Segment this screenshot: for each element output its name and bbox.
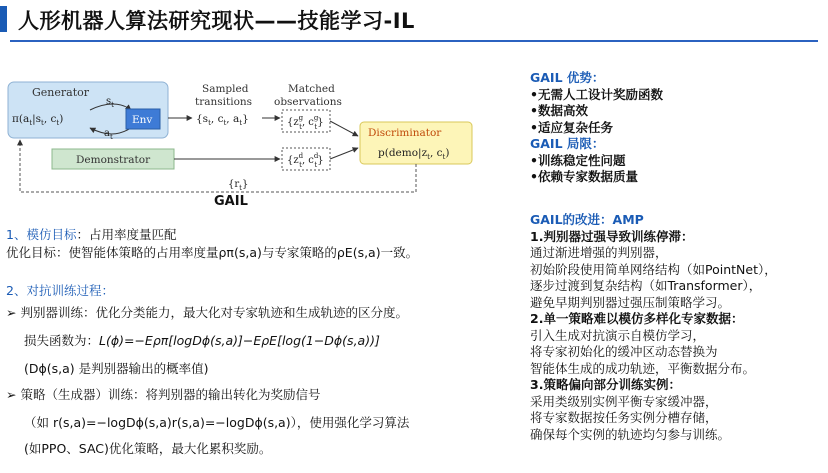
sampled-label-1: Sampled [202,83,249,95]
page-title: 人形机器人算法研究现状——技能学习-IL [18,9,415,33]
problem-2-line: 将专家初始化的缓冲区动态替换为 [530,344,718,359]
loss-line: 损失函数为：L(ϕ)=−Eρπ[logDϕ(s,a)]−EρE[log(1−Dϕ(s,a))] [24,333,380,348]
problem-1-line: 初始阶段使用简单网络结构（如PointNet）， [530,261,777,277]
problem-3-line: 将专家数据按任务实例分槽存储， [530,410,718,425]
advantages-block [530,70,825,186]
reward-equation: （如 r(s,a)=−logDϕ(s,a)r(s,a)=−logDϕ(s,a)），使用强化学习算法 [24,415,410,430]
matched-demo-set: {$z^d$ t, $c^d$ t} [287,152,324,169]
matched-label-2: observations [274,96,342,108]
gen-to-disc-arrow [330,121,358,136]
diagram-caption: GAIL [214,194,248,209]
bullet-discriminator: ➢ 判别器训练：优化分类能力，最大化对专家轨迹和生成轨迹的区分度。 [6,305,408,320]
title-underline [10,40,818,42]
title-accent-bar [0,6,7,32]
ppo-line: (如PPO、SAC)优化策略，最大化累积奖励。 [24,441,272,456]
advantage-item: •适应复杂任务 [530,119,613,135]
reward-label: $\{r_t\}$ [228,179,249,192]
gail-diagram [6,76,516,216]
problem-1-line: 逐步过渡到复杂结构（如Transformer）， [530,278,762,293]
problem-2-line: 智能体生成的成功轨迹，平衡数据分布。 [530,360,756,376]
policy-label: $\pi(a_t|s_t$, $c_t$) [12,113,64,127]
action-label: $a_t$ [104,128,113,141]
problem-1-heading: 1.判别器过强导致训练停滞： [530,228,694,244]
problem-2-heading: 2.单一策略难以模仿多样化专家数据： [530,311,744,326]
limitations-heading: GAIL 局限： [530,136,605,151]
discriminator-formula: $p(demo|z_t$, $c_t$) [378,147,450,161]
generator-label: Generator [32,86,90,99]
advantage-item: •数据高效 [530,103,588,118]
problem-2-line: 引入生成对抗演示自模仿学习， [530,327,706,343]
demonstrator-label: Demonstrator [76,154,151,166]
section-2-heading: 2、对抗训练过程： [6,283,114,298]
limitation-item: •训练稳定性问题 [530,152,626,168]
state-label: $s_t$ [106,96,114,109]
problem-3-heading: 3.策略偏向部分训练实例： [530,377,681,392]
demo-to-disc-arrow [330,148,358,159]
discriminator-label: Discriminator [368,127,442,139]
bullet-policy: ➢ 策略（生成器）训练：将判别器的输出转化为奖励信号 [6,387,321,402]
problem-1-line: 通过渐进增强的判别器， [530,245,668,260]
section-1-heading: 1、模仿目标：占用率度量匹配 [6,227,177,242]
problem-3-line: 确保每个实例的轨迹均匀参与训练。 [530,426,731,442]
matched-label-1: Matched [288,83,335,95]
problem-1-line: 避免早期判别器过强压制策略学习。 [530,294,731,310]
problem-3-line: 采用类级别实例平衡专家缓冲器， [530,393,718,409]
advantages-heading: GAIL 优势： [530,70,605,85]
amp-heading: GAIL的改进：AMP [530,212,644,227]
sampled-label-2: transitions [195,96,253,108]
limitation-item: •依赖专家数据质量 [530,169,638,184]
section-1-objective: 优化目标：使智能体策略的占用率度量ρπ(s,a)与专家策略的ρE(s,a)一致。 [6,245,419,260]
advantage-item: •无需人工设计奖励函数 [530,86,663,102]
amp-block [530,212,825,443]
discriminator-output-note: (Dϕ(s,a) 是判别器输出的概率值) [24,361,209,376]
env-label: Env [132,114,153,126]
sampled-set: {$s_t$, $c_t$, $a_t$} [196,113,249,127]
matched-gen-set: {$z^g$ t, $c^g$ t} [287,114,324,131]
